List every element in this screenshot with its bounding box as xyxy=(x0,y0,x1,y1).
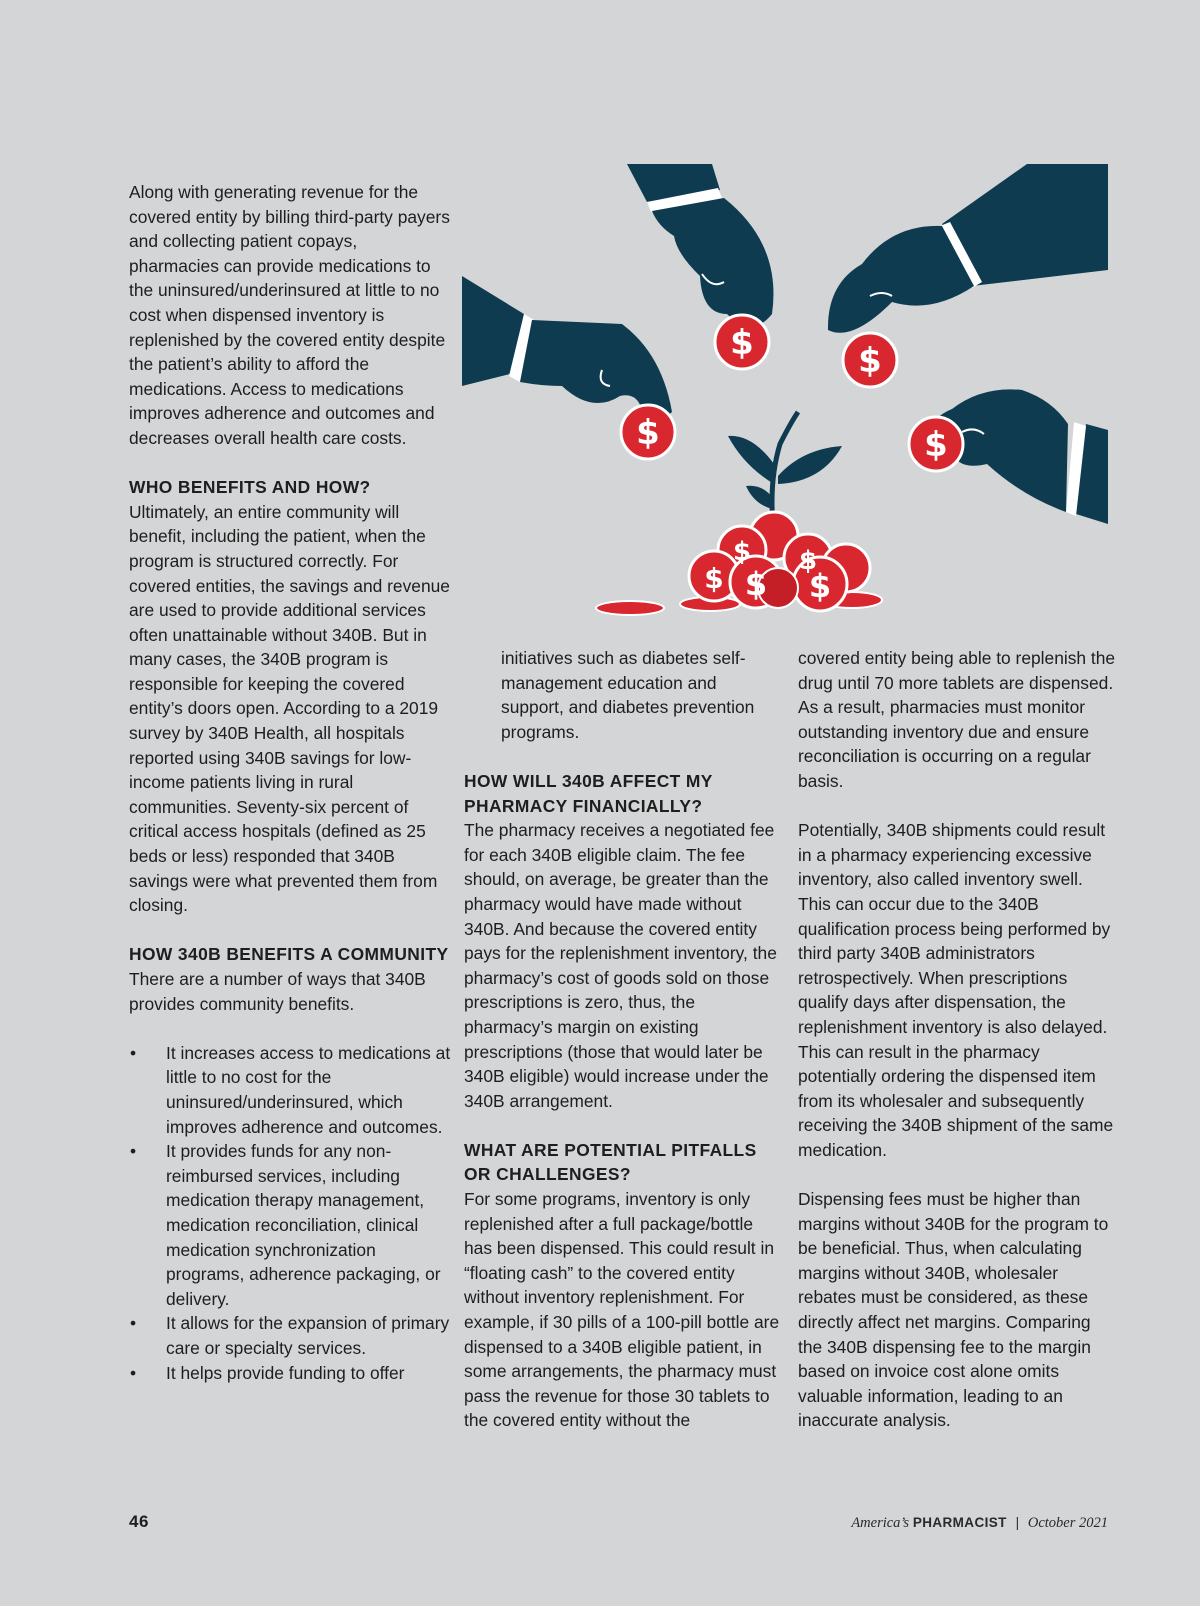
hands-coins-plant-illustration xyxy=(462,164,1108,624)
list-item-text: It helps provide funding to offer xyxy=(166,1362,405,1383)
heading-pitfalls: WHAT ARE POTENTIAL PITFALLS OR CHALLENGES? xyxy=(464,1139,757,1185)
coin-held-right xyxy=(909,417,963,471)
column-middle xyxy=(464,646,784,1433)
dollar-sign: $ xyxy=(858,341,882,381)
dollar-sign: $ xyxy=(732,537,752,567)
coin-pile xyxy=(596,512,882,615)
running-footer xyxy=(851,1515,1108,1532)
spacer xyxy=(464,744,784,769)
spacer xyxy=(129,451,451,476)
spacer xyxy=(798,1162,1116,1187)
dollar-sign: $ xyxy=(744,565,768,603)
spacer xyxy=(464,1113,784,1138)
heading-who-benefits: WHO BENEFITS AND HOW? xyxy=(129,477,371,498)
list-item xyxy=(129,1361,451,1386)
list-item-text: It increases access to medications at little to no cost for the uninsured/underinsured, which improves adherence and outcomes. xyxy=(166,1042,451,1137)
dispensing-fees-paragraph: Dispensing fees must be higher than margins without 340B for the program to be beneficial. Thus, when calculating margins without 340B, wholesaler rebates must be considered, as these directly affect net margins. Comparing the 340B dispensing fee to the margin based on invoice cost alone omits valuable information, leading to an inaccurate analysis. xyxy=(798,1189,1109,1431)
spacer xyxy=(798,794,1116,819)
who-benefits-paragraph: Ultimately, an entire community will benefit, including the patient, when the program is structured correctly. For covered entities, the savings and revenue are used to provide additional services often unattainable without 340B. But in many cases, the 340B program is responsible for keeping the covered entity’s doors open. According to a 2019 survey by 340B Health, all hospitals reported using 340B savings for low-income patients living in rural communities. Seventy-six percent of critical access hospitals (defined as 25 beds or less) responded that 340B savings were what prevented them from closing. xyxy=(129,501,450,916)
bullet-marker: • xyxy=(130,1141,137,1162)
hand-top-center xyxy=(627,164,773,327)
intro-paragraph: Along with generating revenue for the covered entity by billing third-party payers and collecting patient copays, pharmacies can provide medications to the uninsured/underinsured at little to no cost when dispensed inventory is replenished by the covered entity despite the patient’s ability to afford the medications. Access to medications improves adherence and outcomes and decreases overall health care costs. xyxy=(129,182,450,448)
dollar-sign: $ xyxy=(636,413,660,453)
heading-financial: HOW WILL 340B AFFECT MY PHARMACY FINANCIALLY? xyxy=(464,770,713,816)
column-left xyxy=(129,180,451,1385)
magazine-prefix: America’s xyxy=(851,1515,910,1531)
dollar-sign: $ xyxy=(798,546,818,576)
hand-top-right xyxy=(828,164,1108,333)
community-benefits-list xyxy=(129,1041,451,1385)
coin-held-left xyxy=(621,405,675,459)
bullet-marker: • xyxy=(130,1313,137,1334)
dollar-sign: $ xyxy=(924,425,948,465)
dollar-sign: $ xyxy=(808,567,832,605)
spacer xyxy=(129,918,451,943)
dollar-sign: $ xyxy=(704,562,724,595)
coin-held-top-center xyxy=(715,315,769,369)
bullet-marker: • xyxy=(130,1362,137,1383)
list-item xyxy=(129,1311,451,1360)
page-number: 46 xyxy=(129,1512,149,1531)
heading-community-benefits: HOW 340B BENEFITS A COMMUNITY xyxy=(129,944,449,965)
spacer xyxy=(129,1016,451,1041)
financial-paragraph: The pharmacy receives a negotiated fee for each 340B eligible claim. The fee should, on average, be greater than the pharmacy would have made without 340B. And because the covered entity pays for the replenishment inventory, the pharmacy’s cost of goods sold on those prescriptions is zero, thus, the pharmacy’s margin on existing prescriptions (those that would later be 340B eligible) would increase under the 340B arrangement. xyxy=(464,820,777,1111)
replenish-paragraph: covered entity being able to replenish the drug until 70 more tablets are dispensed. As a result, pharmacies must monitor outstanding inventory due and ensure reconciliation is occurring on a regular basis. xyxy=(798,648,1116,791)
magazine-name: PHARMACIST xyxy=(912,1515,1007,1530)
issue-date: October 2021 xyxy=(1027,1515,1108,1531)
footer-separator: | xyxy=(1015,1515,1020,1530)
list-item xyxy=(129,1139,451,1311)
pitfalls-paragraph: For some programs, inventory is only replenished after a full package/bottle has been dispensed. This could result in “floating cash” to the covered entity without inventory replenishment. For example, if 30 pills of a 100-pill bottle are dispensed to a 340B eligible patient, in some arrangements, the pharmacy must pass the revenue for those 30 tablets to the covered entity without the xyxy=(464,1189,780,1431)
hand-left xyxy=(462,276,672,419)
coin-held-top-right xyxy=(843,333,897,387)
list-item xyxy=(129,1041,451,1139)
community-intro-paragraph: There are a number of ways that 340B provides community benefits. xyxy=(129,969,426,1014)
inventory-swell-paragraph: Potentially, 340B shipments could result in a pharmacy experiencing excessive inventory, also called inventory swell. This can occur due to the 340B qualification process being performed by third party 340B administrators retrospectively. When prescriptions qualify days after dispensation, the replenishment inventory is also delayed. This can result in the pharmacy potentially ordering the dispensed item from its wholesaler and subsequently receiving the 340B shipment of the same medication. xyxy=(798,820,1114,1160)
bullet-continuation: initiatives such as diabetes self-management education and support, and diabetes prevention programs. xyxy=(501,648,755,742)
dollar-sign: $ xyxy=(730,323,754,363)
list-item-text: It provides funds for any non-reimbursed services, including medication therapy management, medication reconciliation, clinical medication synchronization programs, adherence packaging, or delivery. xyxy=(166,1141,441,1309)
list-item-text: It allows for the expansion of primary care or specialty services. xyxy=(166,1313,450,1358)
column-right xyxy=(798,646,1116,1433)
bullet-marker: • xyxy=(130,1042,137,1063)
